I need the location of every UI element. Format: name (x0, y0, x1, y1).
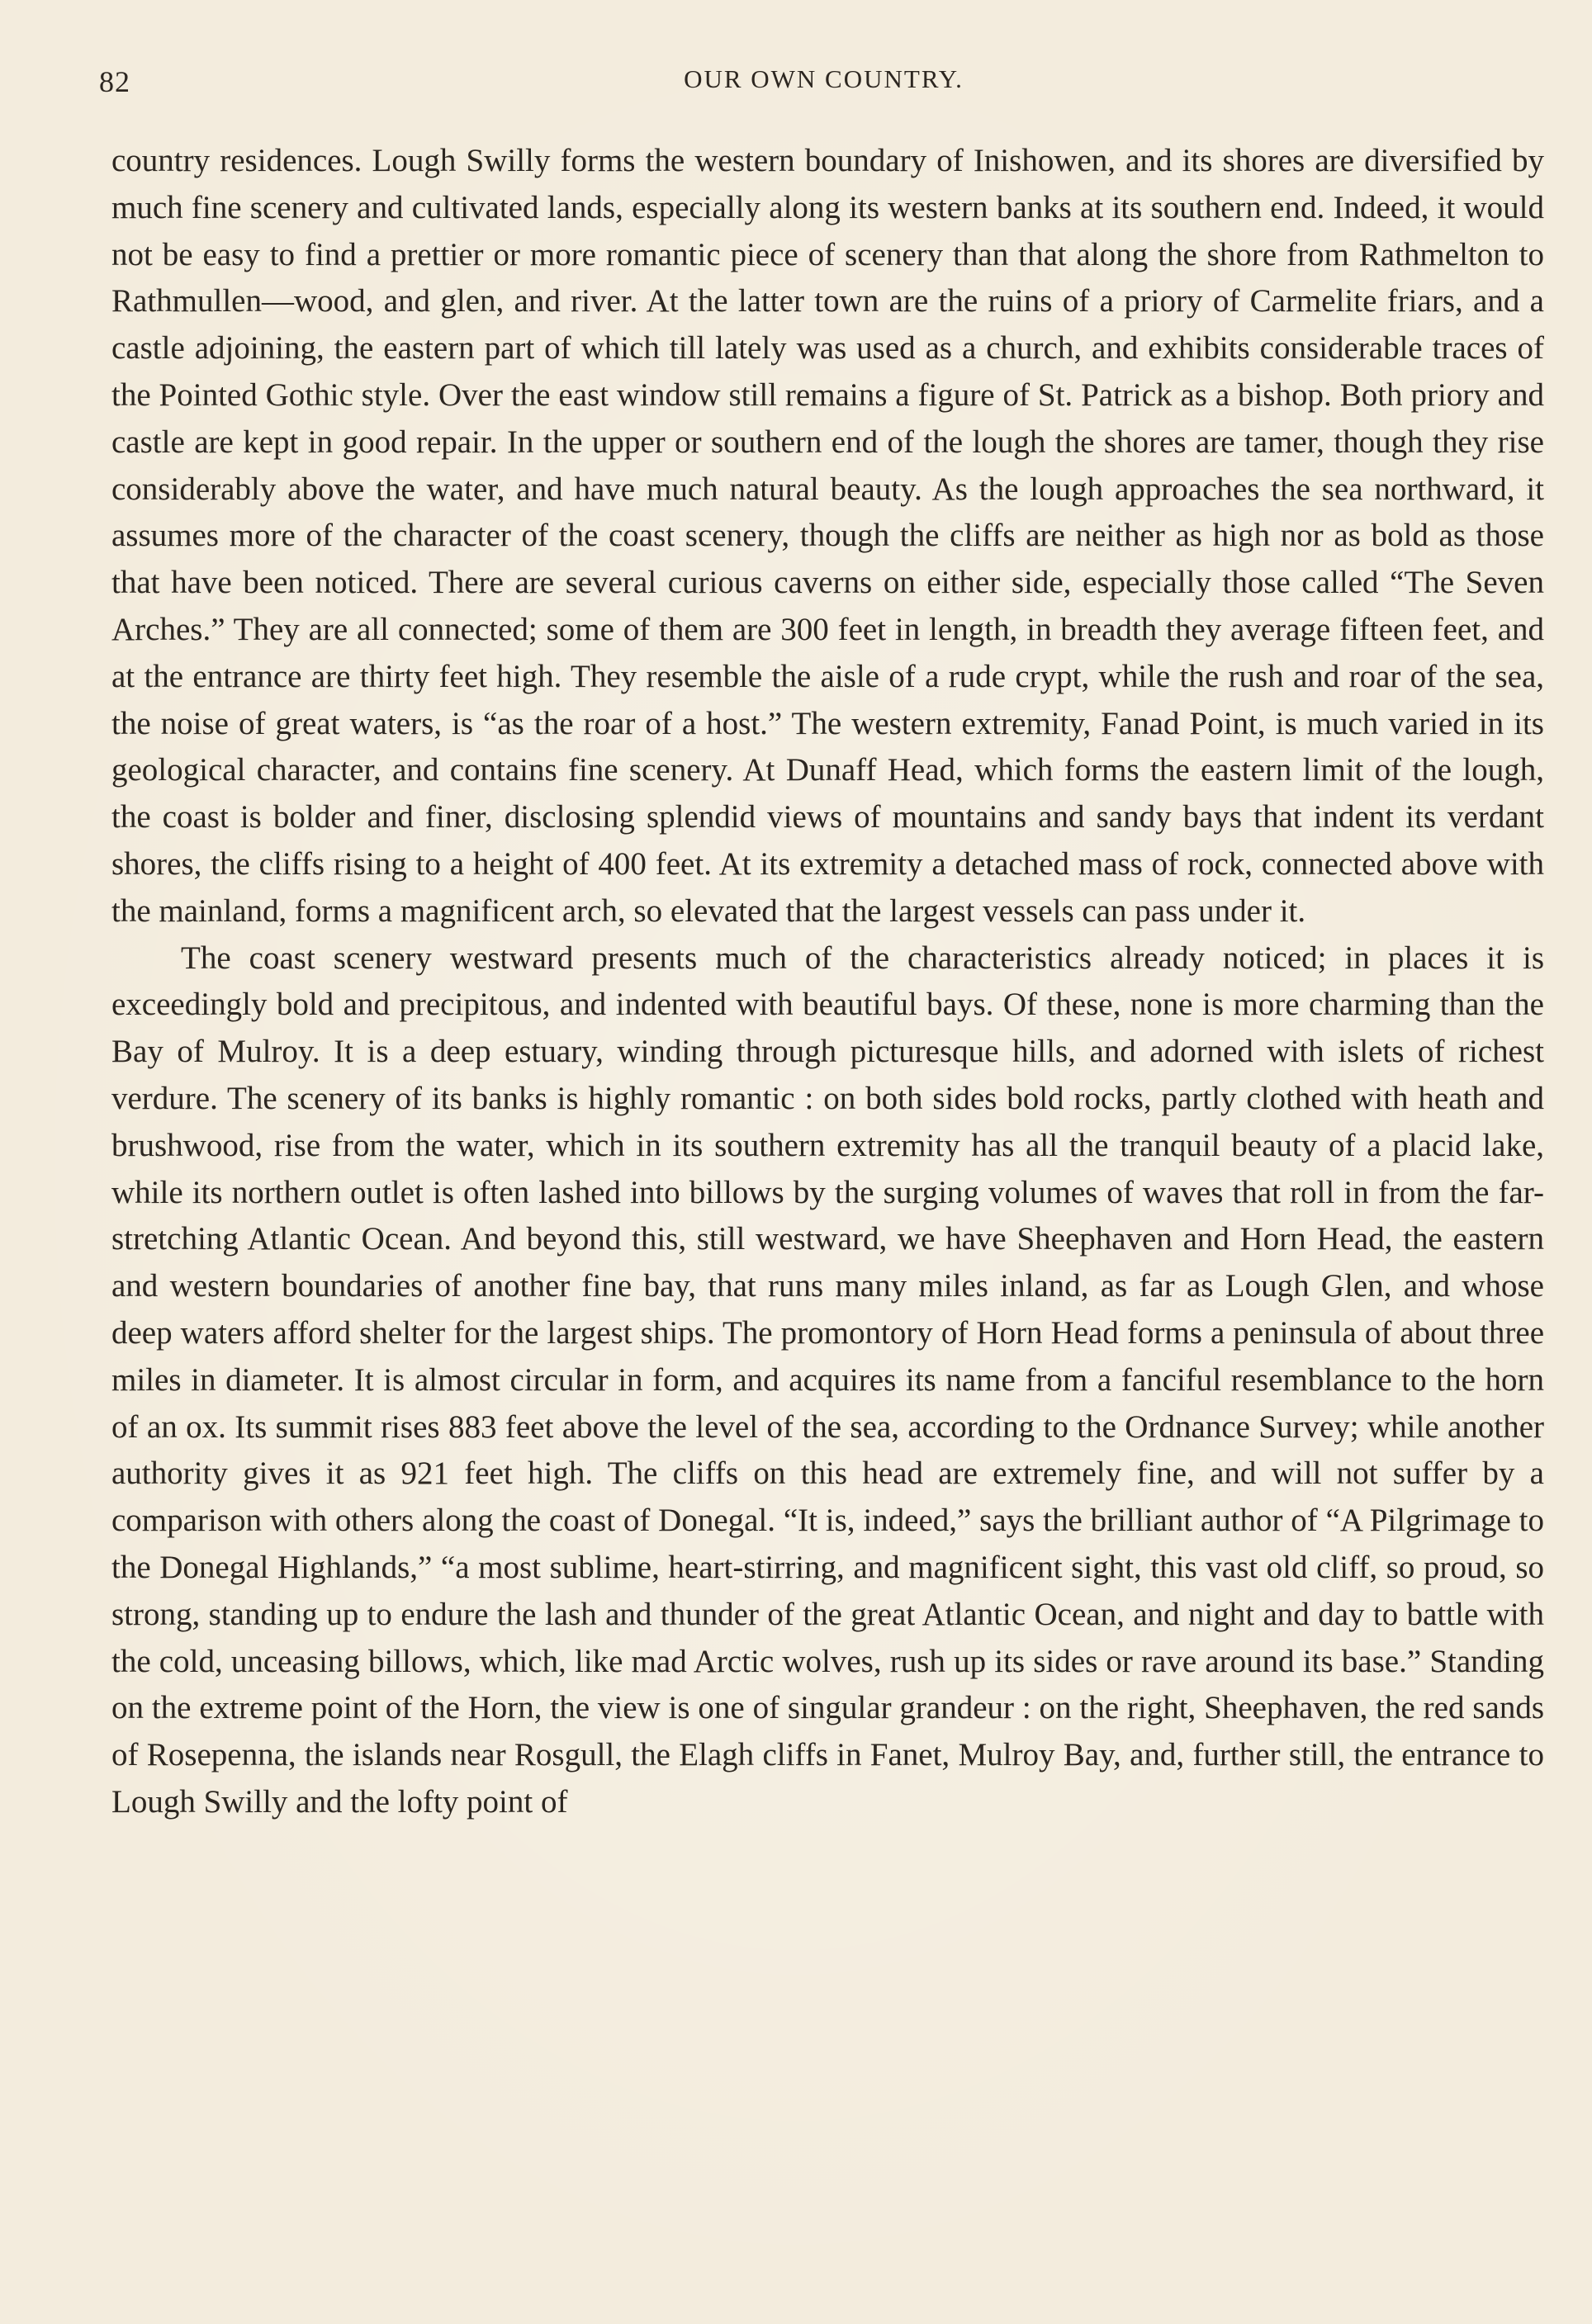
running-title: OUR OWN COUNTRY. (684, 64, 964, 93)
running-head (99, 64, 1548, 106)
page-number: 82 (99, 65, 130, 98)
body-text (111, 138, 1544, 1826)
paragraph-continued: country residences. Lough Swilly forms the western boundary of Inishowen, and its shores are diversified by much fine scenery and cultivated lands, especially along its western banks at its southern end. Indeed, it would not be easy to find a prettier or more romantic piece of scenery than that along the shore from Rathmelton to Rathmullen—wood, and glen, and river. At the latter town are the ruins of a priory of Carmelite friars, and a castle adjoining, the eastern part of which till lately was used as a church, and exhibits considerable traces of the Pointed Gothic style. Over the east window still remains a figure of St. Patrick as a bishop. Both priory and castle are kept in good repair. In the upper or southern end of the lough the shores are tamer, though they rise considerably above the water, and have much natural beauty. As the lough approaches the sea northward, it assumes more of the character of the coast scenery, though the cliffs are neither as high nor as bold as those that have been noticed. There are several curious caverns on either side, especially those called “The Seven Arches.” They are all connected; some of them are 300 feet in length, in breadth they average fifteen feet, and at the entrance are thirty feet high. They resemble the aisle of a rude crypt, while the rush and roar of the sea, the noise of great waters, is “as the roar of a host.” The western extremity, Fanad Point, is much varied in its geological character, and contains fine scenery. At Dunaff Head, which forms the eastern limit of the lough, the coast is bolder and finer, disclosing splendid views of mountains and sandy bays that indent its verdant shores, the cliffs rising to a height of 400 feet. At its extremity a detached mass of rock, connected above with the mainland, forms a magnificent arch, so elevated that the largest vessels can pass under it. (111, 143, 1544, 929)
paragraph-coast-scenery: The coast scenery westward presents much of the characteristics already noticed; in places it is exceedingly bold and precipitous, and indented with beautiful bays. Of these, none is more charming than the Bay of Mulroy. It is a deep estuary, winding through picturesque hills, and adorned with islets of richest verdure. The scenery of its banks is highly romantic : on both sides bold rocks, partly clothed with heath and brushwood, rise from the water, which in its southern extremity has all the tranquil beauty of a placid lake, while its northern outlet is often lashed into billows by the surging volumes of waves that roll in from the far-stretching Atlantic Ocean. And beyond this, still westward, we have Sheephaven and Horn Head, the eastern and western boundaries of another fine bay, that runs many miles inland, as far as Lough Glen, and whose deep waters afford shelter for the largest ships. The promontory of Horn Head forms a peninsula of about three miles in diameter. It is almost circular in form, and acquires its name from a fanciful resemblance to the horn of an ox. Its summit rises 883 feet above the level of the sea, according to the Ordnance Survey; while another authority gives it as 921 feet high. The cliffs on this head are extremely fine, and will not suffer by a comparison with others along the coast of Donegal. “It is, indeed,” says the brilliant author of “A Pilgrimage to the Donegal Highlands,” “a most sublime, heart-stirring, and magnificent sight, this vast old cliff, so proud, so strong, standing up to endure the lash and thunder of the great Atlantic Ocean, and night and day to battle with the cold, unceasing billows, which, like mad Arctic wolves, rush up its sides or rave around its base.” Standing on the extreme point of the Horn, the view is one of singular grandeur : on the right, Sheephaven, the red sands of Rosepenna, the islands near Rosgull, the Elagh cliffs in Fanet, Mulroy Bay, and, further still, the entrance to Lough Swilly and the lofty point of (111, 940, 1544, 1820)
